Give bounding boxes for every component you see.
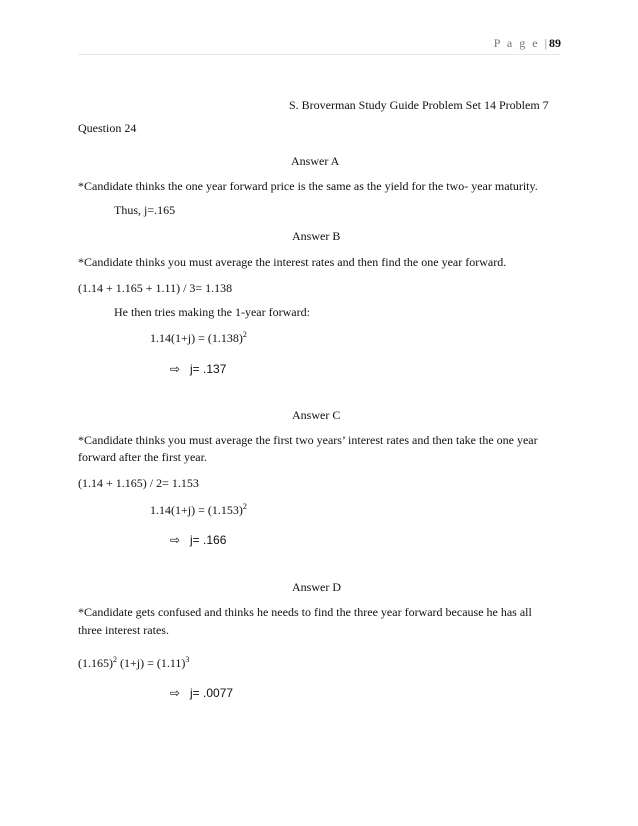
answer-c-average: (1.14 + 1.165) / 2= 1.153: [78, 476, 199, 490]
page-label: P a g e |: [493, 36, 549, 50]
answer-c-result: j= .166: [190, 533, 227, 547]
answer-d-equation: [78, 656, 189, 670]
answer-b-explanation: *Candidate thinks you must average the interest rates and then find the one year forward.: [78, 255, 507, 269]
answer-d-equation-exponent-1: 2: [113, 655, 117, 664]
answer-a-explanation: *Candidate thinks the one year forward price is the same as the yield for the two- year maturity.: [78, 179, 538, 193]
answer-d-explanation-line-2: three interest rates.: [78, 623, 169, 637]
answer-d-heading: Answer D: [292, 580, 341, 594]
answer-b-equation: [150, 331, 247, 345]
answer-b-heading: Answer B: [292, 229, 341, 243]
header-divider: [78, 54, 561, 55]
page-header: [494, 36, 561, 51]
answer-b-result: j= .137: [190, 362, 227, 376]
answer-d-result-item: [170, 686, 233, 700]
page-number: 89: [549, 36, 561, 50]
question-label: Question 24: [78, 121, 137, 135]
answer-b-equation-lhs: 1.14(1+j) = (1.138): [150, 331, 243, 345]
answer-d-explanation-line-1: *Candidate gets confused and thinks he needs to find the three year forward because he has all: [78, 605, 532, 619]
answer-c-explanation-line-1: *Candidate thinks you must average the first two years’ interest rates and then take the one year: [78, 433, 538, 447]
answer-c-equation-lhs: 1.14(1+j) = (1.153): [150, 503, 243, 517]
answer-d-equation-part-1: (1.165): [78, 656, 113, 670]
answer-d-result: j= .0077: [190, 686, 234, 700]
answer-b-average: (1.14 + 1.165 + 1.11) / 3= 1.138: [78, 281, 233, 295]
answer-b-equation-exponent: 2: [242, 330, 247, 339]
right-arrow-icon: ⇨: [170, 686, 181, 700]
answer-c-heading: Answer C: [292, 408, 341, 422]
answer-a-heading: Answer A: [291, 154, 340, 168]
answer-b-step: He then tries making the 1-year forward:: [114, 305, 310, 319]
answer-c-result-item: [170, 533, 226, 547]
answer-d-equation-exponent-2: 3: [185, 655, 190, 664]
answer-c-explanation-line-2: forward after the first year.: [78, 450, 207, 464]
answer-b-result-item: [170, 362, 226, 376]
document-title: S. Broverman Study Guide Problem Set 14 Problem 7: [289, 98, 549, 112]
answer-d-equation-part-2: (1+j) = (1.11): [117, 656, 186, 670]
answer-a-result: Thus, j=.165: [114, 203, 176, 217]
right-arrow-icon: ⇨: [170, 533, 181, 547]
answer-c-equation: [150, 503, 247, 517]
answer-c-equation-exponent: 2: [242, 502, 247, 511]
right-arrow-icon: ⇨: [170, 362, 181, 376]
